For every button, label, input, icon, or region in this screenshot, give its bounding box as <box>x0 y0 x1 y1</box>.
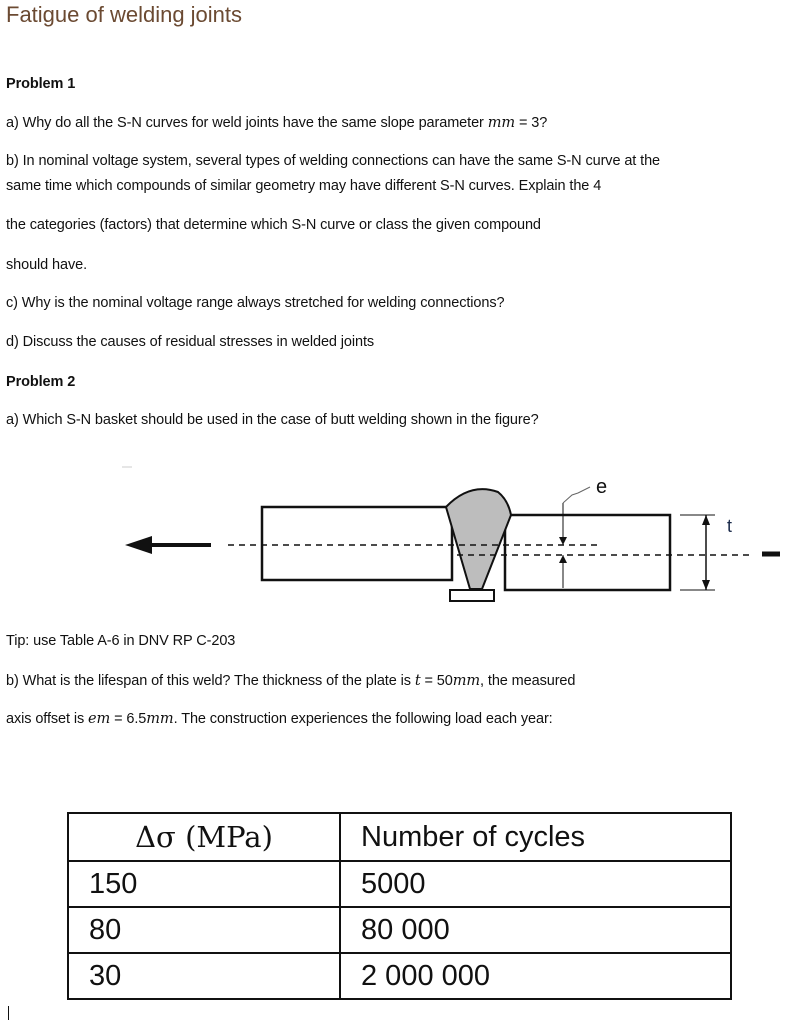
cell-cycles: 80 000 <box>340 907 731 953</box>
math-var: mm <box>487 115 516 131</box>
math-var: em <box>88 711 111 727</box>
backing-bar <box>450 590 494 601</box>
problem2-question-b-line2 <box>6 711 553 727</box>
math-unit: mm <box>452 673 481 689</box>
table-row <box>68 953 731 999</box>
table-row <box>68 907 731 953</box>
table-header-row <box>68 813 731 861</box>
problem1-heading: Problem 1 <box>6 76 76 92</box>
text: = 50 <box>420 673 453 689</box>
offset-e-dimension <box>559 487 590 588</box>
cell-stress: 30 <box>68 953 340 999</box>
cell-cycles: 5000 <box>340 861 731 907</box>
header-stress-range: Δσ (MPa) <box>68 813 340 861</box>
cell-stress: 80 <box>68 907 340 953</box>
text: b) What is the lifespan of this weld? The thickness of the plate is <box>6 673 415 689</box>
label-e: e <box>596 476 608 498</box>
cell-cycles: 2 000 000 <box>340 953 731 999</box>
text: a) Why do all the S-N curves for weld joints have the same slope parameter <box>6 115 488 131</box>
problem1-question-b-line2: same time which compounds of similar geometry may have different S-N curves. Explain the 4 <box>6 178 602 194</box>
math-unit: mm <box>146 711 174 727</box>
text: . The construction experiences the following load each year: <box>173 711 553 727</box>
right-plate <box>505 515 670 590</box>
math-var: t <box>414 673 421 689</box>
text: axis offset is <box>6 711 89 727</box>
problem1-question-c: c) Why is the nominal voltage range always stretched for welding connections? <box>6 295 505 311</box>
text: , the measured <box>480 673 576 689</box>
problem1-question-b-line3: the categories (factors) that determine which S-N curve or class the given compound <box>6 217 541 233</box>
load-spectrum-table <box>67 812 732 1000</box>
cell-stress: 150 <box>68 861 340 907</box>
load-arrow-icon <box>125 536 211 554</box>
text: = 6.5 <box>110 711 147 727</box>
header-cycles: Number of cycles <box>340 813 731 861</box>
weld-bead <box>446 489 511 589</box>
text: = 3? <box>515 115 548 131</box>
problem1-question-b-line4: should have. <box>6 257 88 273</box>
page-title: Fatigue of welding joints <box>6 2 243 27</box>
problem2-question-b-line1 <box>6 673 575 689</box>
problem1-question-d: d) Discuss the causes of residual stresses in welded joints <box>6 334 375 350</box>
tip-text: Tip: use Table A-6 in DNV RP C-203 <box>6 633 236 649</box>
problem1-question-b-line1: b) In nominal voltage system, several types of welding connections can have the same S-N curve at the <box>6 153 661 169</box>
problem2-heading: Problem 2 <box>6 374 76 390</box>
table-row <box>68 861 731 907</box>
text-cursor <box>8 1006 9 1020</box>
problem2-question-a: a) Which S-N basket should be used in the case of butt welding shown in the figure? <box>6 412 539 428</box>
thickness-t-dimension <box>680 515 715 590</box>
label-t: t <box>727 516 733 536</box>
left-plate <box>262 507 452 580</box>
